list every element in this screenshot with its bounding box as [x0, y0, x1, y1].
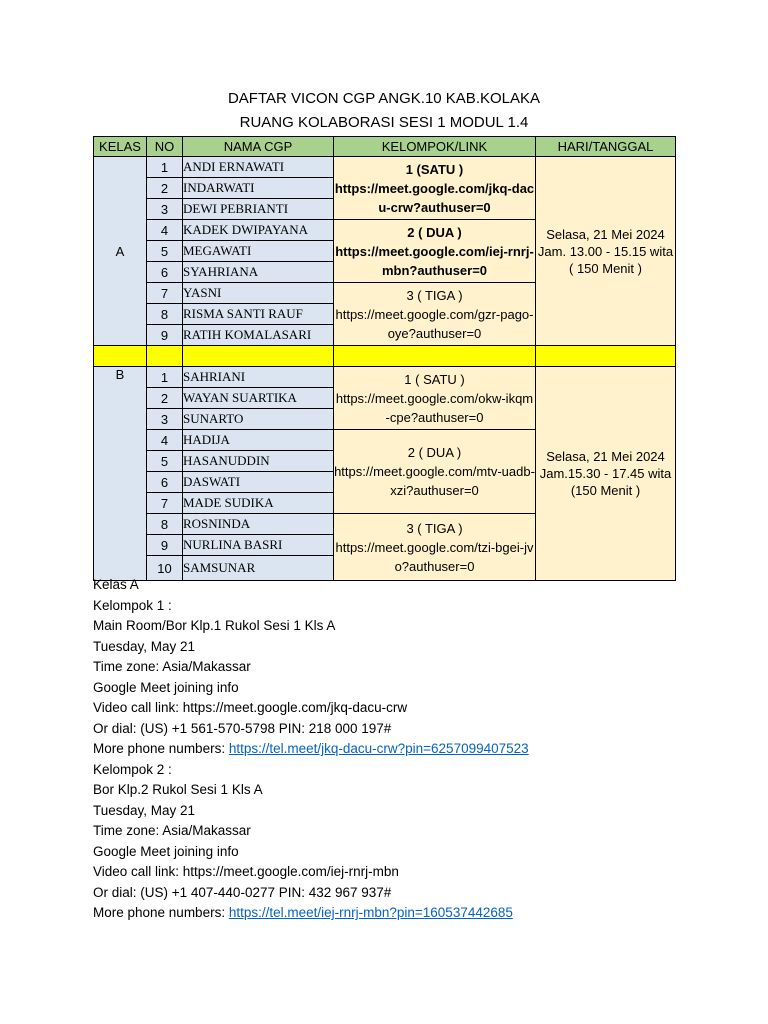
group-link[interactable]: https://meet.google.com/iej-rnrj-mbn?authuser=0	[335, 243, 534, 278]
row-no: 7	[147, 493, 183, 514]
row-no: 1	[147, 157, 183, 178]
row-no: 8	[147, 304, 183, 325]
row-name: YASNI	[183, 283, 334, 304]
row-name: MEGAWATI	[183, 241, 334, 262]
phone-numbers-link[interactable]: https://tel.meet/jkq-dacu-crw?pin=6257099407523	[228, 741, 529, 756]
row-no: 1	[147, 367, 183, 388]
document-subtitle: RUANG KOLABORASI SESI 1 MODUL 1.4	[239, 114, 529, 131]
row-no: 8	[147, 514, 183, 535]
row-no: 2	[147, 388, 183, 409]
group-link-cell[interactable]	[334, 367, 536, 430]
header-kelas: KELAS	[94, 137, 147, 157]
separator-cell	[94, 346, 147, 367]
row-name: SAMSUNAR	[183, 556, 334, 581]
group-link[interactable]: https://meet.google.com/gzr-pago-oye?authuser=0	[335, 306, 534, 341]
info-more-phones	[93, 739, 733, 760]
schedule-cell-b	[536, 367, 676, 581]
row-name: ANDI ERNAWATI	[183, 157, 334, 178]
document-title: DAFTAR VICON CGP ANGK.10 KAB.KOLAKA	[227, 90, 541, 107]
info-video-link: Video call link: https://meet.google.com/jkq-dacu-crw	[93, 700, 408, 715]
table-row	[94, 367, 676, 388]
header-kelompok: KELOMPOK/LINK	[334, 137, 536, 157]
separator-cell	[536, 346, 676, 367]
row-name: ROSNINDA	[183, 514, 334, 535]
table-row	[94, 157, 676, 178]
group-label: 3 ( TIGA )	[406, 520, 463, 536]
row-no: 3	[147, 199, 183, 220]
info-dial: Or dial: (US) +1 561-570-5798 PIN: 218 000 197#	[93, 720, 392, 736]
group-link[interactable]: https://meet.google.com/tzi-bgei-jvo?authuser=0	[335, 539, 534, 574]
group-link[interactable]: https://meet.google.com/mtv-uadb-xzi?authuser=0	[334, 464, 535, 498]
class-a-cell: A	[94, 157, 147, 346]
row-no: 9	[147, 325, 183, 346]
row-name: SUNARTO	[183, 409, 334, 430]
group-link-cell[interactable]	[334, 514, 536, 581]
row-no: 9	[147, 535, 183, 556]
info-date: Tuesday, May 21	[93, 802, 196, 818]
group-link-cell[interactable]	[334, 157, 536, 220]
info-kelas: Kelas A	[93, 577, 139, 592]
info-date: Tuesday, May 21	[93, 638, 196, 654]
row-no: 4	[147, 430, 183, 451]
row-name: MADE SUDIKA	[183, 493, 334, 514]
group-label: 1 ( SATU )	[404, 371, 465, 387]
separator-cell	[147, 346, 183, 367]
row-no: 5	[147, 451, 183, 472]
info-video-link: Video call link: https://meet.google.com/iej-rnrj-mbn	[93, 864, 399, 879]
schedule-cell-a	[536, 157, 676, 346]
row-no: 2	[147, 178, 183, 199]
row-no: 6	[147, 262, 183, 283]
phone-numbers-link[interactable]: https://tel.meet/iej-rnrj-mbn?pin=160537442685	[228, 905, 513, 920]
row-name: RISMA SANTI RAUF	[183, 304, 334, 325]
separator-cell	[183, 346, 334, 367]
info-dial: Or dial: (US) +1 407-440-0277 PIN: 432 967 937#	[93, 884, 392, 900]
row-name: WAYAN SUARTIKA	[183, 388, 334, 409]
row-no: 6	[147, 472, 183, 493]
schedule-duration: ( 150 Menit )	[569, 260, 642, 276]
row-no: 4	[147, 220, 183, 241]
row-name: HASANUDDIN	[183, 451, 334, 472]
group-label: 2 ( DUA )	[407, 224, 462, 240]
group-link-cell[interactable]	[334, 283, 536, 346]
row-name: RATIH KOMALASARI	[183, 325, 334, 346]
header-nama: NAMA CGP	[183, 137, 334, 157]
info-more-label: More phone numbers:	[93, 905, 229, 920]
row-name: NURLINA BASRI	[183, 535, 334, 556]
group-label: 2 ( DUA )	[407, 445, 462, 460]
group-link-cell[interactable]	[334, 220, 536, 283]
row-no: 10	[147, 556, 183, 581]
schedule-time: Jam. 13.00 - 15.15 wita	[537, 243, 674, 259]
row-name: HADIJA	[183, 430, 334, 451]
meeting-info	[93, 575, 733, 924]
schedule-time: Jam.15.30 - 17.45 wita	[539, 466, 672, 481]
group-label: 3 ( TIGA )	[406, 287, 463, 303]
info-timezone: Time zone: Asia/Makassar	[93, 659, 251, 674]
info-more-label: More phone numbers:	[93, 741, 229, 756]
row-name: KADEK DWIPAYANA	[183, 220, 334, 241]
info-group-heading: Kelompok 1 :	[93, 597, 172, 613]
header-no: NO	[147, 137, 183, 157]
info-joining: Google Meet joining info	[93, 843, 239, 859]
header-hari: HARI/TANGGAL	[536, 137, 676, 157]
info-room: Bor Klp.2 Rukol Sesi 1 Kls A	[93, 782, 263, 797]
row-no: 3	[147, 409, 183, 430]
row-name: SAHRIANI	[183, 367, 334, 388]
group-label: 1 (SATU )	[405, 161, 464, 177]
group-link[interactable]: https://meet.google.com/jkq-dacu-crw?authuser=0	[334, 180, 535, 215]
group-link-cell[interactable]	[334, 430, 536, 514]
info-group-heading: Kelompok 2 :	[93, 761, 172, 777]
info-joining: Google Meet joining info	[93, 679, 239, 695]
schedule-table	[93, 136, 676, 581]
schedule-date: Selasa, 21 Mei 2024	[546, 226, 665, 242]
row-no: 7	[147, 283, 183, 304]
group-link[interactable]: https://meet.google.com/okw-ikqm-cpe?authuser=0	[335, 390, 534, 425]
separator-cell	[334, 346, 536, 367]
schedule-date: Selasa, 21 Mei 2024	[546, 449, 665, 464]
row-name: DEWI PEBRIANTI	[183, 199, 334, 220]
row-no: 5	[147, 241, 183, 262]
info-more-phones	[93, 903, 733, 924]
row-name: SYAHRIANA	[183, 262, 334, 283]
separator-row	[94, 346, 676, 367]
schedule-duration: (150 Menit )	[570, 483, 641, 498]
row-name: DASWATI	[183, 472, 334, 493]
info-timezone: Time zone: Asia/Makassar	[93, 823, 251, 838]
row-name: INDARWATI	[183, 178, 334, 199]
class-b-cell: B	[94, 367, 147, 581]
info-room: Main Room/Bor Klp.1 Rukol Sesi 1 Kls A	[93, 618, 336, 633]
